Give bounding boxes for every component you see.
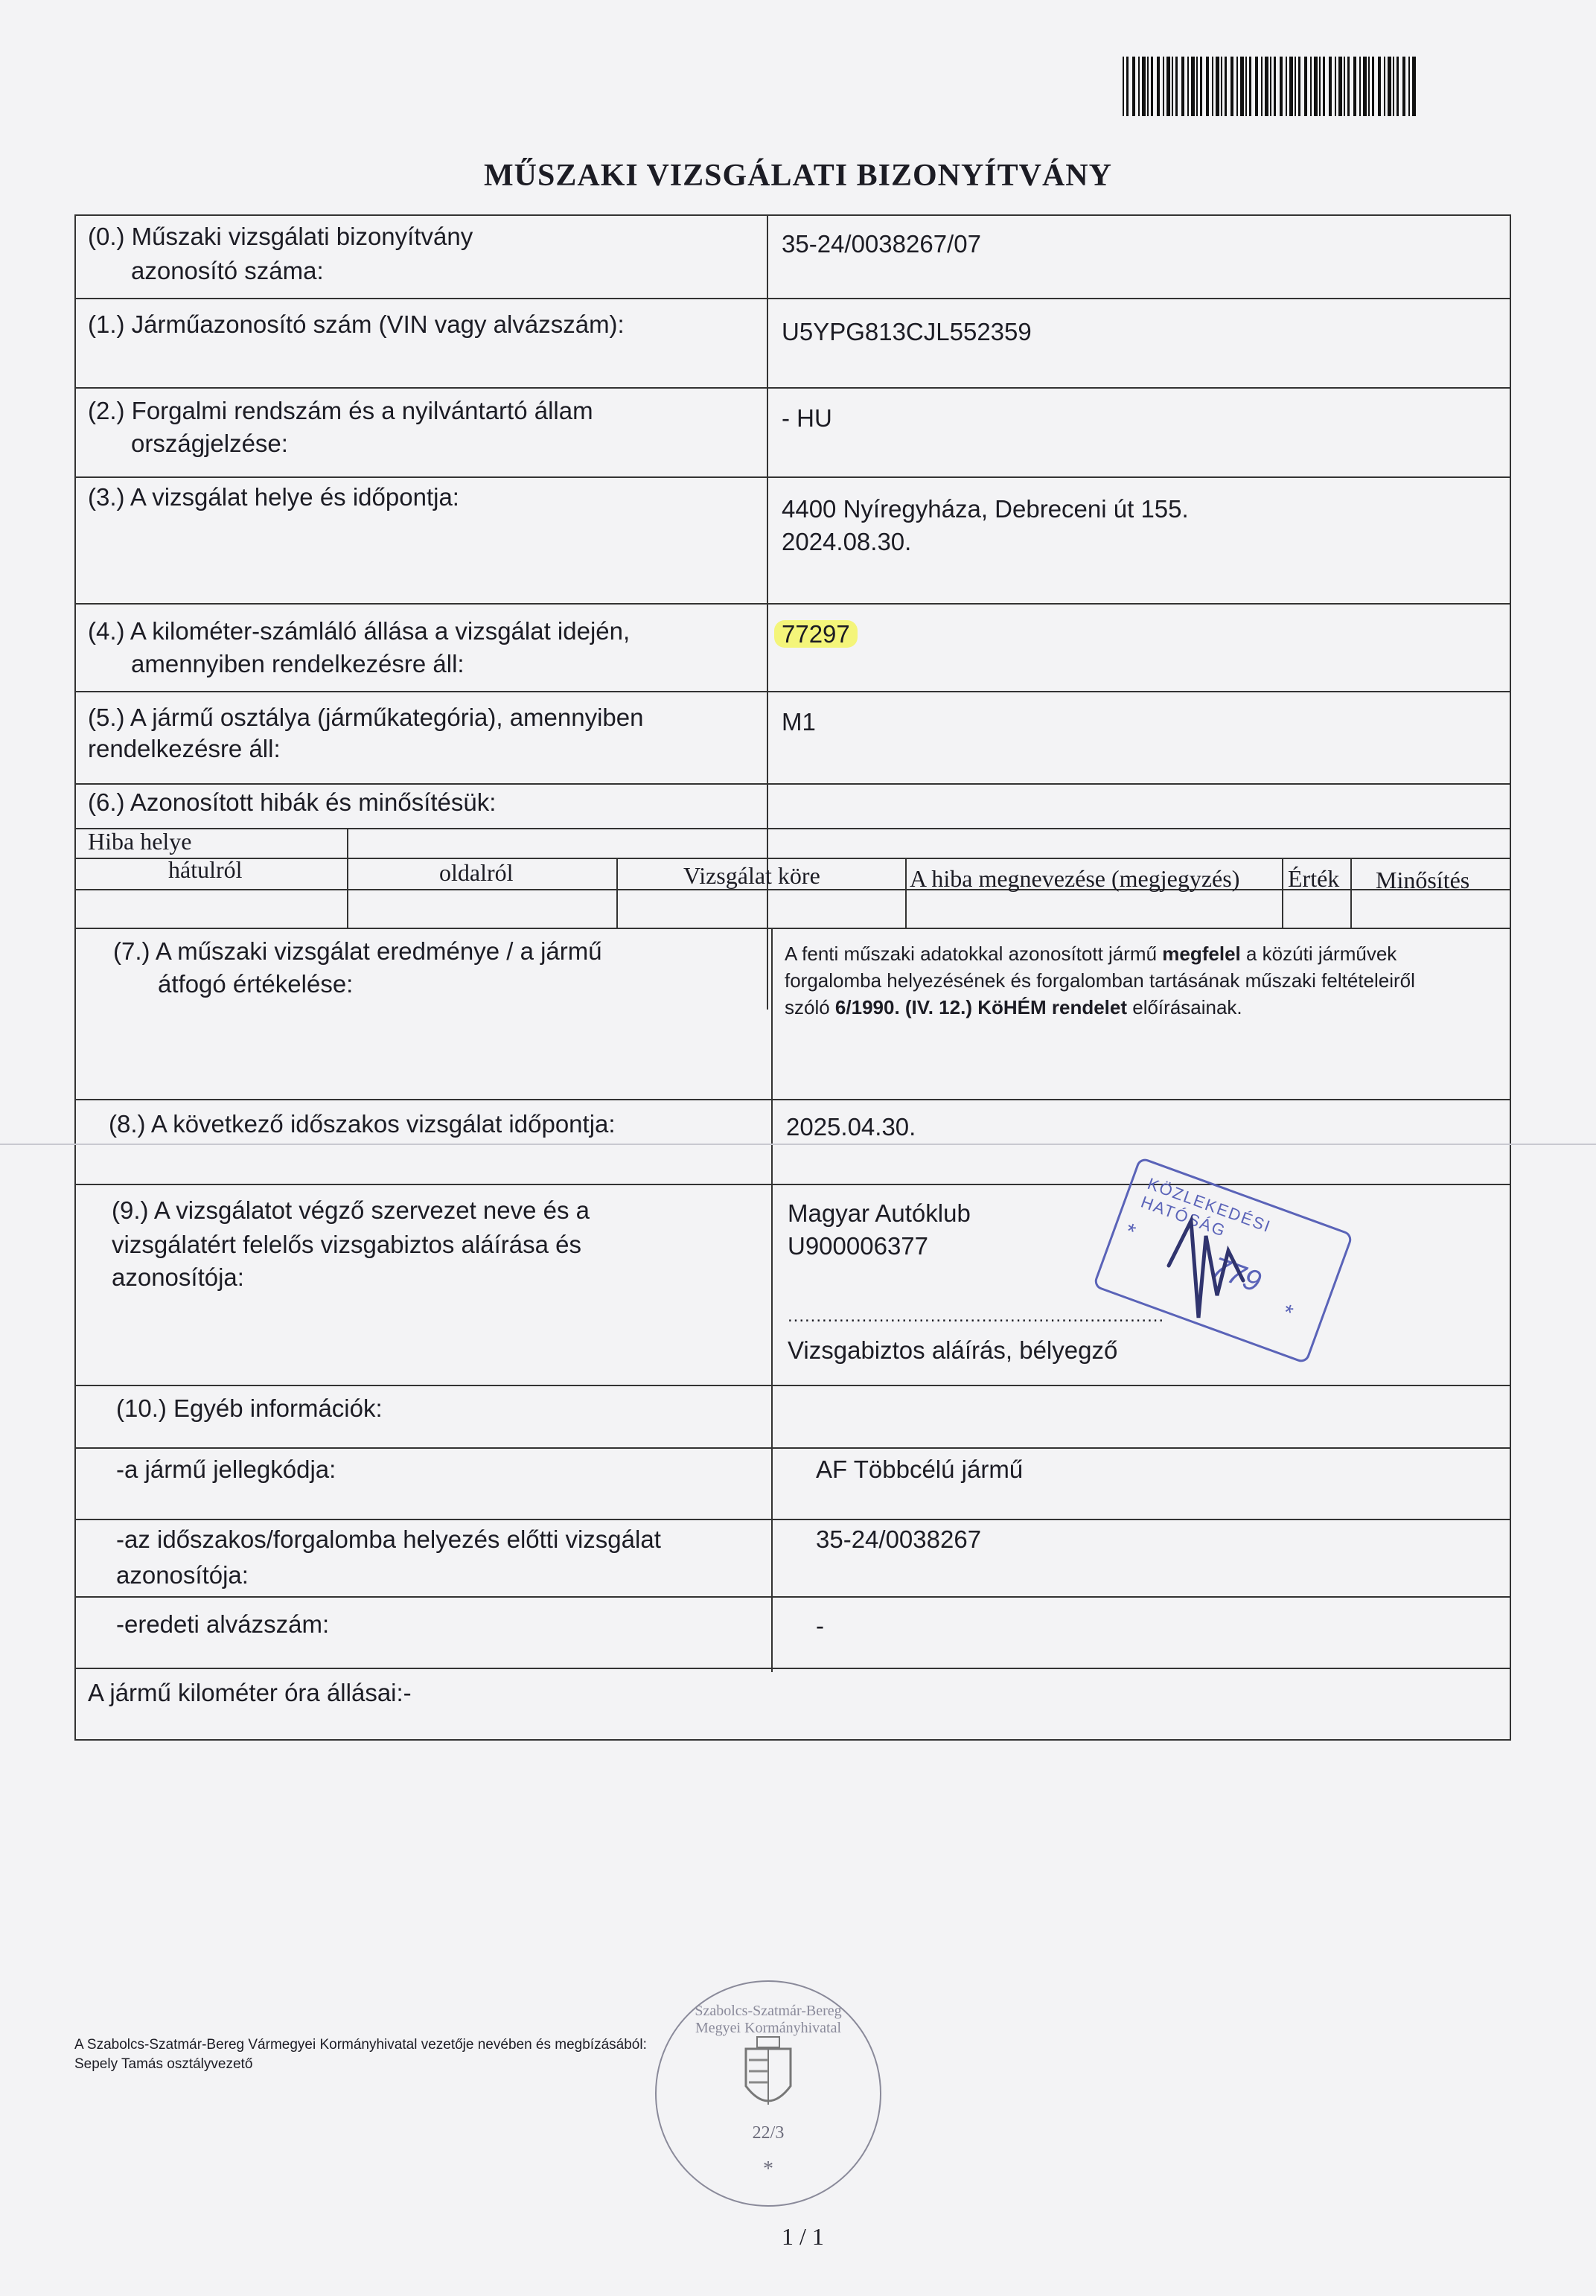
barcode-bar bbox=[1216, 57, 1219, 116]
barcode-bar bbox=[1221, 57, 1222, 116]
barcode-bar bbox=[1388, 57, 1391, 116]
barcode-bar bbox=[1142, 57, 1146, 116]
vehicle-category: M1 bbox=[782, 708, 816, 736]
barcode-bar bbox=[1289, 57, 1293, 116]
barcode-bar bbox=[1270, 57, 1271, 116]
signature-label: Vizsgabiztos aláírás, bélyegző bbox=[788, 1336, 1118, 1364]
inspection-date: 2024.08.30. bbox=[782, 528, 912, 555]
previous-inspection-value: 35-24/0038267 bbox=[816, 1525, 982, 1553]
vehicle-type-code-label: -a jármű jellegkódja: bbox=[116, 1455, 336, 1483]
row0-label-line2: azonosító száma: bbox=[131, 257, 324, 284]
barcode-bar bbox=[1368, 57, 1370, 116]
barcode-bar bbox=[1181, 57, 1184, 116]
barcode-bar bbox=[1314, 57, 1318, 116]
certificate-id: 35-24/0038267/07 bbox=[782, 230, 981, 258]
original-chassis-label: -eredeti alvázszám: bbox=[116, 1610, 330, 1638]
barcode-bar bbox=[1138, 57, 1140, 116]
inspector-stamp: KÖZLEKEDÉSI HATÓSÁG * 779 * bbox=[1092, 1156, 1353, 1364]
barcode-bar bbox=[1126, 57, 1129, 116]
result-text-line3: szóló 6/1990. (IV. 12.) KöHÉM rendelet előírásainak. bbox=[785, 996, 1242, 1018]
barcode-bar bbox=[1172, 57, 1173, 116]
defect-location-header: Hiba helye bbox=[88, 828, 192, 855]
row4-label-line1: (4.) A kilométer-számláló állása a vizsgálat idején, bbox=[88, 617, 631, 645]
original-chassis-value: - bbox=[816, 1612, 824, 1639]
row7-label-line2: átfogó értékelése: bbox=[158, 970, 354, 998]
row8-label: (8.) A következő időszakos vizsgálat időpontja: bbox=[109, 1110, 616, 1138]
defect-name-header: A hiba megnevezése (megjegyzés) bbox=[910, 865, 1240, 892]
row4-label-line2: amennyiben rendelkezésre áll: bbox=[131, 650, 465, 677]
barcode-bar bbox=[1372, 57, 1374, 116]
barcode-bar bbox=[1187, 57, 1189, 116]
inspection-organization: Magyar Autóklub bbox=[788, 1199, 971, 1227]
defect-rear-header: hátulról bbox=[168, 856, 243, 883]
row0-label-line1: (0.) Műszaki vizsgálati bizonyítvány bbox=[88, 223, 473, 250]
barcode-bar bbox=[1206, 57, 1209, 116]
barcode-bar bbox=[1344, 57, 1345, 116]
result-text-line1: A fenti műszaki adatokkal azonosított jármű megfelel a közúti járművek bbox=[785, 943, 1397, 965]
previous-inspection-label-line2: azonosítója: bbox=[116, 1561, 249, 1589]
vin-value: U5YPG813CJL552359 bbox=[782, 318, 1032, 345]
document-title: MŰSZAKI VIZSGÁLATI BIZONYÍTVÁNY bbox=[484, 159, 1112, 193]
official-name: Sepely Tamás osztályvezető bbox=[74, 2056, 253, 2072]
inspector-signature bbox=[1146, 1206, 1265, 1325]
barcode-bar bbox=[1163, 57, 1164, 116]
barcode-bar bbox=[1212, 57, 1213, 116]
row2-label-line1: (2.) Forgalmi rendszám és a nyilvántartó állam bbox=[88, 397, 593, 424]
previous-inspection-label-line1: -az időszakos/forgalomba helyezés előtti vizsgálat bbox=[116, 1525, 661, 1553]
inspection-place: 4400 Nyíregyháza, Debreceni út 155. bbox=[782, 495, 1189, 523]
barcode-bar bbox=[1274, 57, 1276, 116]
barcode-bar bbox=[1298, 57, 1300, 116]
barcode-bar bbox=[1323, 57, 1325, 116]
barcode-bar bbox=[1286, 57, 1287, 116]
barcode-bar bbox=[1338, 57, 1342, 116]
next-inspection-date: 2025.04.30. bbox=[786, 1113, 916, 1141]
barcode-bar bbox=[1265, 57, 1268, 116]
registration-value: - HU bbox=[782, 404, 832, 432]
row5-label-line2: rendelkezésre áll: bbox=[88, 735, 281, 762]
barcode-bar bbox=[1408, 57, 1410, 116]
barcode-bar bbox=[1412, 57, 1416, 116]
row10-label: (10.) Egyéb információk: bbox=[116, 1394, 383, 1422]
barcode-bar bbox=[1225, 57, 1227, 116]
barcode-bar bbox=[1393, 57, 1394, 116]
barcode-bar bbox=[1335, 57, 1336, 116]
row5-label-line1: (5.) A jármű osztálya (járműkategória), amennyiben bbox=[88, 704, 644, 731]
barcode-bar bbox=[1295, 57, 1296, 116]
row7-label-line1: (7.) A műszaki vizsgálat eredménye / a jármű bbox=[113, 937, 602, 965]
defect-side-header: oldalról bbox=[439, 859, 514, 886]
barcode-bar bbox=[1304, 57, 1307, 116]
barcode-bar bbox=[1353, 57, 1356, 116]
signature-dotted-line: .................................................................. bbox=[788, 1306, 1165, 1326]
barcode-bar bbox=[1123, 57, 1124, 116]
inspector-id: U900006377 bbox=[788, 1232, 929, 1260]
barcode-bar bbox=[1255, 57, 1258, 116]
row9-label-line1: (9.) A vizsgálatot végző szervezet neve és a bbox=[112, 1196, 590, 1224]
barcode-bar bbox=[1151, 57, 1153, 116]
barcode-bar bbox=[1175, 57, 1178, 116]
barcode-bar bbox=[1132, 57, 1135, 116]
result-text-line2: forgalomba helyezésének és forgalomban tartásának műszaki feltételeiről bbox=[785, 969, 1415, 992]
barcode-bar bbox=[1191, 57, 1195, 116]
row9-label-line3: azonosítója: bbox=[112, 1263, 244, 1291]
coat-of-arms-icon bbox=[738, 2034, 798, 2116]
inspection-scope-header: Vizsgálat köre bbox=[683, 862, 820, 889]
barcode-bar bbox=[1236, 57, 1238, 116]
defect-value-header: Érték bbox=[1288, 865, 1340, 892]
government-seal: Szabolcs-Szatmár-Bereg Megyei Kormányhivatal 22/3 * bbox=[655, 1980, 881, 2207]
barcode-bar bbox=[1249, 57, 1251, 116]
barcode bbox=[1123, 57, 1499, 116]
vehicle-type-code-value: AF Többcélú jármű bbox=[816, 1455, 1024, 1483]
barcode-bar bbox=[1310, 57, 1312, 116]
barcode-bar bbox=[1378, 57, 1381, 116]
barcode-bar bbox=[1261, 57, 1263, 116]
barcode-bar bbox=[1200, 57, 1202, 116]
barcode-bar bbox=[1280, 57, 1283, 116]
barcode-bar bbox=[1359, 57, 1361, 116]
barcode-bar bbox=[1196, 57, 1198, 116]
row2-label-line2: országjelzése: bbox=[131, 430, 288, 457]
paper-fold-crease bbox=[0, 1144, 1596, 1145]
barcode-bar bbox=[1245, 57, 1247, 116]
barcode-bar bbox=[1384, 57, 1385, 116]
barcode-bar bbox=[1166, 57, 1170, 116]
barcode-bar bbox=[1230, 57, 1233, 116]
barcode-bar bbox=[1319, 57, 1321, 116]
page-number: 1 / 1 bbox=[782, 2223, 824, 2250]
barcode-bar bbox=[1396, 57, 1399, 116]
barcode-bar bbox=[1147, 57, 1149, 116]
barcode-bar bbox=[1157, 57, 1160, 116]
row1-label: (1.) Járműazonosító szám (VIN vagy alvázszám): bbox=[88, 310, 625, 338]
odometer-history: A jármű kilométer óra állásai:- bbox=[88, 1679, 412, 1706]
barcode-bar bbox=[1329, 57, 1332, 116]
barcode-bar bbox=[1363, 57, 1367, 116]
defect-rating-header: Minősítés bbox=[1376, 867, 1470, 893]
barcode-bar bbox=[1240, 57, 1244, 116]
row9-label-line2: vizsgálatért felelős vizsgabiztos aláírása és bbox=[112, 1231, 581, 1258]
row6-label: (6.) Azonosított hibák és minősítésük: bbox=[88, 788, 497, 816]
row3-label: (3.) A vizsgálat helye és időpontja: bbox=[88, 483, 459, 511]
odometer-value: 77297 bbox=[774, 620, 858, 648]
authority-line: A Szabolcs-Szatmár-Bereg Vármegyei Kormányhivatal vezetője nevében és megbízásából: bbox=[74, 2037, 647, 2053]
barcode-bar bbox=[1402, 57, 1405, 116]
barcode-bar bbox=[1347, 57, 1350, 116]
